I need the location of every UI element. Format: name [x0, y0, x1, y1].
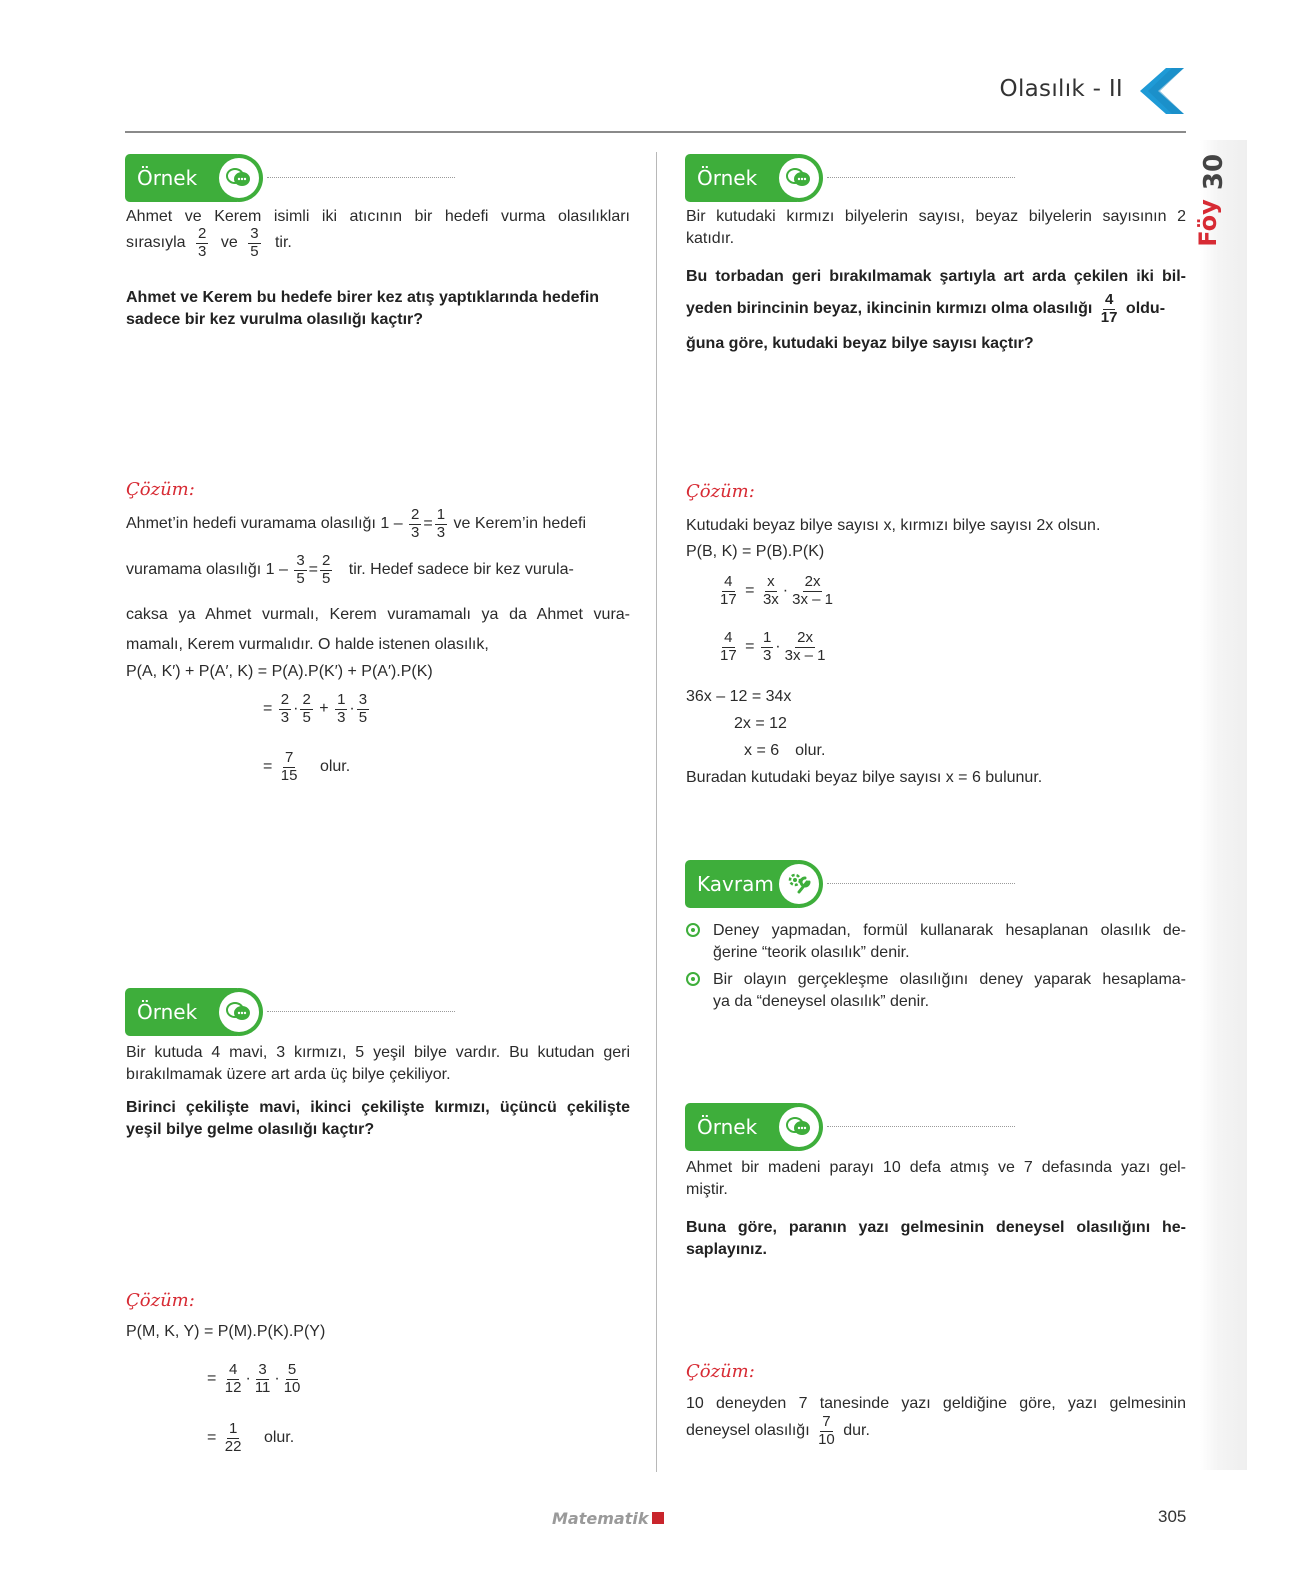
svg-text:30: 30: [1199, 153, 1229, 191]
ex4-question-line1: Ahmet bir madeni parayı 10 defa atmış ve 7 defasında yazı gel-: [686, 1159, 1186, 1176]
ex3-bold-question-line1: Bu torbadan geri bırakılmamak şartıyla art arda çekilen iki bil-: [686, 268, 1186, 285]
ex3-solution-line2: P(B, K) = P(B).P(K): [686, 543, 825, 560]
ex3-solution-line3: 36x – 12 = 34x: [686, 688, 792, 705]
ex4-solution-line2: deneysel olasılığı $\frac{7}{10}$ dur.: [686, 1413, 870, 1448]
example-badge-1: [125, 154, 455, 202]
concept-badge: [685, 860, 1015, 908]
solution-label-2: Çözüm:: [126, 1290, 195, 1311]
example-label: Örnek: [125, 988, 237, 1036]
gear-wrench-icon: [775, 860, 823, 908]
ex2-question-line2: bırakılmamak üzere art arda üç bilye çekiliyor.: [126, 1066, 451, 1083]
ex1-bold-question-line2: sadece bir kez vurulma olasılığı kaçtır?: [126, 311, 424, 328]
speech-bubbles-icon: [215, 154, 263, 202]
speech-bubbles-icon: [775, 154, 823, 202]
side-strip: [1200, 140, 1247, 1470]
concept-label: Kavram: [685, 860, 797, 908]
concept-bullet1-line1: Deney yapmadan, formül kullanarak hesaplanan olasılık de-: [713, 922, 1186, 939]
ex4-bold-question-line1: Buna göre, paranın yazı gelmesinin deneysel olasılığını he-: [686, 1219, 1186, 1236]
chevron-left-icon: [1140, 68, 1184, 114]
ex1-solution-line2: vuramama olasılığı 1 – $\frac{3}{5}$ = $\frac{2}{5}$ tir. Hedef sadece bir kez vurula-: [126, 552, 574, 587]
speech-bubbles-icon: [215, 988, 263, 1036]
example-label: Örnek: [685, 1103, 797, 1151]
ex1-question-line1: Ahmet ve Kerem isimli iki atıcının bir hedefi vurma olasılıkları: [126, 208, 630, 225]
solution-label-4: Çözüm:: [686, 1361, 755, 1382]
ex3-question-line2: katıdır.: [686, 230, 735, 247]
ex3-question-line1: Bir kutudaki kırmızı bilyelerin sayısı, beyaz bilyelerin sayısının 2: [686, 208, 1186, 225]
ex3-bold-question-line2: yeden birincinin beyaz, ikincinin kırmızı olma olasılığı $\frac{4}{17}$ oldu-: [686, 291, 1166, 326]
side-tab-label: [1194, 199, 1242, 257]
chapter-title: Olasılık - II: [999, 76, 1123, 102]
solution-label-1: Çözüm:: [126, 479, 195, 500]
ex3-solution-line6: Buradan kutudaki beyaz bilye sayısı x = 6 bulunur.: [686, 769, 1043, 786]
bullet-icon: [686, 923, 700, 937]
ex1-bold-question-line1: Ahmet ve Kerem bu hedefe birer kez atış yaptıklarında hedefin: [126, 289, 600, 306]
bullet-icon: [686, 972, 700, 986]
concept-bullet2-line1: Bir olayın gerçekleşme olasılığını deney yaparak hesaplama-: [713, 971, 1186, 988]
ex2-question-line1: Bir kutuda 4 mavi, 3 kırmızı, 5 yeşil bilye vardır. Bu kutudan geri: [126, 1044, 630, 1061]
ex2-solution-line1: P(M, K, Y) = P(M).P(K).P(Y): [126, 1323, 326, 1340]
ex1-solution-line1: Ahmet’in hedefi vuramama olasılığı 1 – $\frac{2}{3}$ = $\frac{1}{3}$ ve Kerem’in hedefi: [126, 506, 587, 541]
ex2-solution-eq1: = $\frac{4}{12}$ · $\frac{3}{11}$ · $\frac{5}{10}$: [207, 1361, 301, 1396]
ex3-solution-line4: 2x = 12: [734, 715, 787, 732]
ex4-bold-question-line2: saplayınız.: [686, 1241, 767, 1258]
footer-subject: Matematik: [552, 1509, 649, 1528]
concept-bullet2-line2: ya da “deneysel olasılık” denir.: [713, 993, 930, 1010]
ex1-solution-eq1: = $\frac{2}{3}$ · $\frac{2}{5}$ + $\frac{1}{3}$ · $\frac{3}{5}$: [263, 691, 368, 726]
ex1-question-line2: sırasıyla $\frac{2}{3}$ ve $\frac{3}{5}$ tir.: [126, 225, 292, 260]
column-divider: [656, 152, 657, 1472]
ex4-question-line2: miştir.: [686, 1181, 728, 1198]
ex1-solution-eq2: = $\frac{7}{15}$ olur.: [263, 749, 351, 784]
example-label: Örnek: [125, 154, 237, 202]
ex1-solution-line5: P(A, K′) + P(A′, K) = P(A).P(K′) + P(A′).P(K): [126, 663, 433, 680]
ex3-solution-line5: x = 6 olur.: [744, 742, 826, 759]
concept-bullet1-line2: ğerine “teorik olasılık” denir.: [713, 944, 910, 961]
side-tab-number: [1199, 150, 1244, 195]
speech-bubbles-icon: [775, 1103, 823, 1151]
ex1-solution-line4: mamalı, Kerem vurmalıdır. O halde istenen olasılık,: [126, 636, 489, 653]
example-badge-3: [685, 154, 1015, 202]
ex1-solution-line3: caksa ya Ahmet vurmalı, Kerem vuramamalı ya da Ahmet vura-: [126, 606, 630, 623]
example-badge-4: [685, 1103, 1015, 1151]
footer-mark: [652, 1512, 664, 1524]
ex2-bold-question-line2: yeşil bilye gelme olasılığı kaçtır?: [126, 1121, 375, 1138]
header-rule: [125, 131, 1186, 133]
ex2-bold-question-line1: Birinci çekilişte mavi, ikinci çekilişte kırmızı, üçüncü çekilişte: [126, 1099, 630, 1116]
solution-label-3: Çözüm:: [686, 481, 755, 502]
ex2-solution-eq2: = $\frac{1}{22}$ olur.: [207, 1420, 295, 1455]
ex3-solution-eq1: $\frac{4}{17}$ = $\frac{x}{3x}$ · $\frac{2x}{3x - 1}$: [720, 573, 833, 608]
ex3-bold-question-line3: ğuna göre, kutudaki beyaz bilye sayısı kaçtır?: [686, 335, 1034, 352]
ex3-solution-line1: Kutudaki beyaz bilye sayısı x, kırmızı bilye sayısı 2x olsun.: [686, 517, 1101, 534]
ex4-solution-line1: 10 deneyden 7 tanesinde yazı geldiğine göre, yazı gelmesinin: [686, 1395, 1186, 1412]
ex3-solution-eq2: $\frac{4}{17}$ = $\frac{1}{3}$ · $\frac{2x}{3x - 1}$: [720, 629, 826, 664]
example-label: Örnek: [685, 154, 797, 202]
example-badge-2: [125, 988, 455, 1036]
svg-text:Föy: Föy: [1194, 199, 1222, 247]
page-number: 305: [1158, 1507, 1187, 1526]
